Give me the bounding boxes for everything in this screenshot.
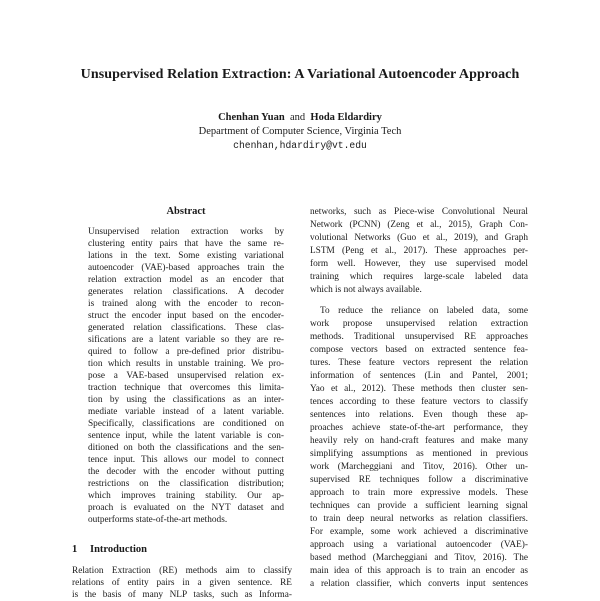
paper-title: Unsupervised Relation Extraction: A Variational Autoencoder Approach: [80, 67, 520, 82]
intro-line: Relation Extraction (RE) methods aim to classify: [72, 566, 292, 576]
body-line: based method (Marcheggiani and Titov, 2016). The: [310, 553, 528, 563]
body-line: Yao et al., 2012). These methods then cluster sen-: [310, 384, 528, 394]
abstract-line: clustering entity pairs that have the same re-: [88, 239, 284, 249]
body-line: heavily rely on hand-craft features and make many: [310, 436, 528, 446]
abstract-line: autoencoder (VAE)-based approaches train the: [88, 263, 284, 273]
section-title: Introduction: [90, 544, 147, 555]
abstract-line: generates relation classifications. A decoder: [88, 287, 284, 297]
abstract-line: traction technique that overcomes this limita-: [88, 383, 284, 393]
author-separator: and: [289, 112, 306, 123]
body-line: information of sentences (Lin and Pantel, 2001;: [310, 371, 528, 381]
abstract-line: quired to follow a pre-defined prior distribu-: [88, 347, 284, 357]
body-line: tures. These feature vectors represent the relation: [310, 358, 528, 368]
section-heading-introduction: [72, 544, 147, 555]
abstract-line: tion which results in unstable training. We pro-: [88, 359, 284, 369]
author-1: Chenhan Yuan: [218, 112, 285, 123]
abstract-line: which improves training stability. Our ap-: [88, 491, 284, 501]
body-line: a relation classifier, which converts input sentences: [310, 579, 528, 589]
abstract-line: sifications are a latent variable so they are re-: [88, 335, 284, 345]
section-number: 1: [72, 544, 78, 555]
body-line: volutional Networks (Guo et al., 2019), and Graph: [310, 233, 528, 243]
body-line: sentences into relations. Even though these ap-: [310, 410, 528, 420]
body-line: methods. Traditional unsupervised RE approaches: [310, 332, 528, 342]
abstract-line: relation extraction model as an encoder that: [88, 275, 284, 285]
author-2: Hoda Eldardiry: [310, 112, 382, 123]
abstract-line: is trained along with the encoder to recon-: [88, 299, 284, 309]
body-line: Network (PCNN) (Zeng et al., 2015), Graph Con-: [310, 220, 528, 230]
abstract-line: lations in the text. Some existing variational: [88, 251, 284, 261]
abstract-line: struct the encoder input based on the encoder-: [88, 311, 284, 321]
abstract-line: proach is evaluated on the NYT dataset and: [88, 503, 284, 513]
body-line: main idea of this approach is to train an encoder as: [310, 566, 528, 576]
body-line: techniques can provide a sufficient learning signal: [310, 501, 528, 511]
abstract-line: restrictions on the classification distribution;: [88, 479, 284, 489]
email: chenhan,hdardiry@vt.edu: [233, 140, 367, 151]
body-line: tences according to these feature vectors to classify: [310, 397, 528, 407]
abstract-line: tence input. This allows our model to connect: [88, 455, 284, 465]
abstract-line: outperforms state-of-the-art methods.: [88, 515, 228, 525]
body-line: To reduce the reliance on labeled data, some: [320, 306, 528, 316]
abstract-line: tion by using the classifications as an inter-: [88, 395, 284, 405]
body-line: approach using a variational autoencoder (VAE)-: [310, 540, 528, 550]
intro-line: is the basis of many NLP tasks, such as Informa-: [72, 590, 292, 600]
body-line: For example, some work achieved a discriminative: [310, 527, 528, 537]
body-line: proaches achieve state-of-the-art performance, they: [310, 423, 528, 433]
abstract-line: sentence input, while the latent variable is con-: [88, 431, 284, 441]
abstract-line: mediate variable instead of a latent variable.: [88, 407, 284, 417]
body-line: form well. However, they use supervised model: [310, 259, 528, 269]
body-line: supervised RE techniques follow a discriminative: [310, 475, 528, 485]
abstract-line: Unsupervised relation extraction works by: [88, 227, 284, 237]
body-line: training which requires large-scale labeled data: [310, 272, 528, 282]
abstract-line: generated relation classifications. These clas-: [88, 323, 284, 333]
body-line: simplifying assumptions as mentioned in previous: [310, 449, 528, 459]
body-line: approach to train more expressive models. These: [310, 488, 528, 498]
abstract-line: the decoder with the encoder without putting: [88, 467, 284, 477]
abstract-line: Specifically, classifications are conditioned on: [88, 419, 284, 429]
body-line: compose vectors based on extracted sentence fea-: [310, 345, 528, 355]
affiliation: Department of Computer Science, Virginia Tech: [198, 126, 402, 137]
body-line: networks, such as Piece-wise Convolutional Neural: [310, 207, 528, 217]
intro-line: relations of entity pairs in a given sentence. RE: [72, 578, 292, 588]
author-line: [0, 112, 600, 123]
body-line: LSTM (Peng et al., 2017). These approaches per-: [310, 246, 528, 256]
body-line: which is not always available.: [310, 285, 422, 295]
abstract-line: ditioned on both the classifications and the sen-: [88, 443, 284, 453]
body-line: to train deep neural networks as relation classifiers.: [310, 514, 528, 524]
abstract-heading: Abstract: [166, 206, 206, 217]
abstract-line: pose a VAE-based unsupervised relation ex-: [88, 371, 284, 381]
body-line: work (Marcheggiani and Titov, 2016). Other un-: [310, 462, 528, 472]
body-line: work propose unsupervised relation extraction: [310, 319, 528, 329]
